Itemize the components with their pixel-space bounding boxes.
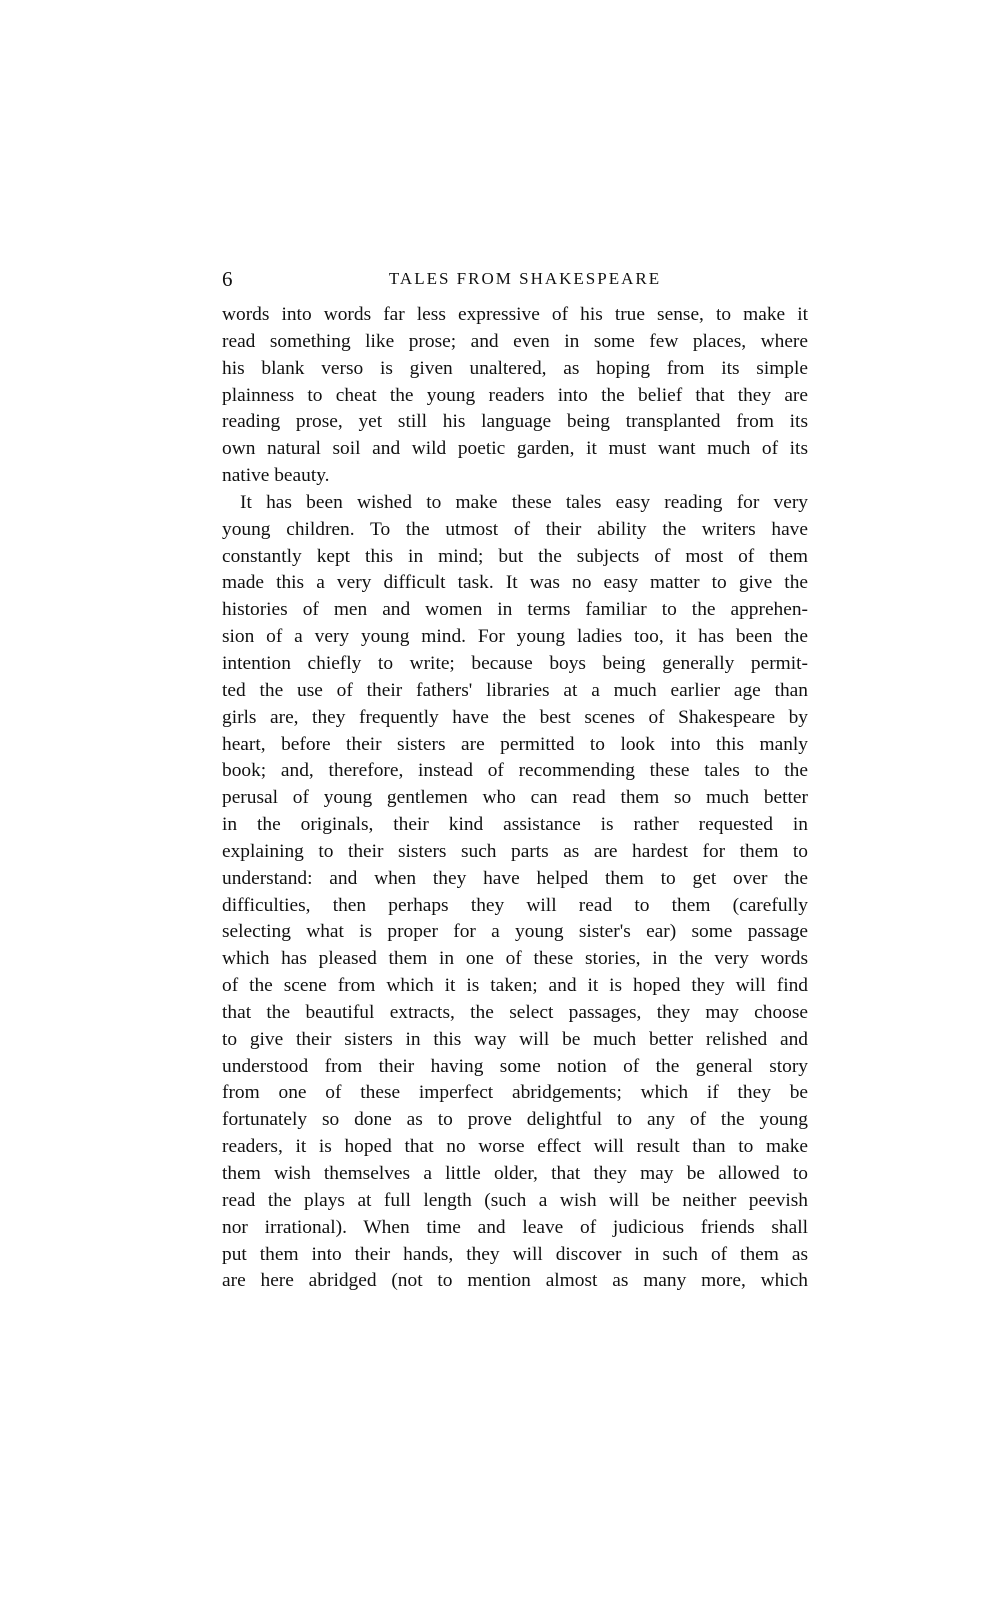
- text-line: book; and, therefore, instead of recommending these tales to the: [222, 760, 808, 782]
- text-line: constantly kept this in mind; but the subjects of most of them: [222, 545, 808, 567]
- text-line: histories of men and women in terms familiar to the apprehen-: [222, 599, 808, 621]
- text-line: words into words far less expressive of his true sense, to make it: [222, 304, 808, 325]
- text-line: understood from their having some notion of the general story: [222, 1055, 808, 1077]
- text-line: ted the use of their fathers' libraries at a much earlier age than: [222, 679, 808, 701]
- text-line: read something like prose; and even in some few places, where: [222, 330, 808, 352]
- text-line: read the plays at full length (such a wish will be neither peevish: [222, 1189, 808, 1211]
- body-text: [222, 302, 808, 1295]
- text-line: plainness to cheat the young readers into the belief that they are: [222, 384, 808, 406]
- text-line: which has pleased them in one of these stories, in the very words: [222, 948, 808, 970]
- text-line: are here abridged (not to mention almost as many more, which: [222, 1270, 808, 1292]
- page-number: 6: [222, 267, 233, 291]
- text-line: own natural soil and wild poetic garden, it must want much of its: [222, 438, 808, 460]
- text-line: in the originals, their kind assistance is rather requested in: [222, 814, 808, 836]
- text-line: from one of these imperfect abridgements; which if they be: [222, 1082, 808, 1104]
- text-line: reading prose, yet still his language being transplanted from its: [222, 411, 808, 433]
- text-line: sion of a very young mind. For young ladies too, it has been the: [222, 626, 808, 648]
- text-line: nor irrational). When time and leave of judicious friends shall: [222, 1216, 808, 1238]
- text-line: explaining to their sisters such parts as are hardest for them to: [222, 840, 808, 862]
- text-line: his blank verso is given unaltered, as hoping from its simple: [222, 357, 808, 379]
- text-line: of the scene from which it is taken; and it is hoped they will find: [222, 975, 808, 997]
- text-line: readers, it is hoped that no worse effect will result than to make: [222, 1136, 808, 1158]
- running-head: [222, 264, 808, 294]
- text-line: made this a very difficult task. It was no easy matter to give the: [222, 572, 808, 594]
- text-line: selecting what is proper for a young sister's ear) some passage: [222, 921, 808, 943]
- text-line: native beauty.: [222, 465, 330, 487]
- text-line: perusal of young gentlemen who can read them so much better: [222, 787, 808, 809]
- text-line: fortunately so done as to prove delightful to any of the young: [222, 1109, 808, 1131]
- text-line: heart, before their sisters are permitted to look into this manly: [222, 733, 808, 755]
- book-title: TALES FROM SHAKESPEARE: [388, 269, 662, 288]
- text-line: girls are, they frequently have the best scenes of Shakespeare by: [222, 706, 808, 728]
- text-line: to give their sisters in this way will be much better relished and: [222, 1028, 808, 1050]
- text-line: young children. To the utmost of their ability the writers have: [222, 518, 808, 540]
- text-line: them wish themselves a little older, that they may be allowed to: [222, 1163, 808, 1184]
- text-line: put them into their hands, they will discover in such of them as: [222, 1243, 808, 1265]
- text-line: understand: and when they have helped them to get over the: [222, 867, 808, 889]
- text-line: intention chiefly to write; because boys being generally permit-: [222, 652, 808, 674]
- text-line: difficulties, then perhaps they will read to them (carefully: [222, 894, 808, 916]
- text-line: It has been wished to make these tales easy reading for very: [240, 491, 808, 513]
- text-line: that the beautiful extracts, the select passages, they may choose: [222, 1001, 808, 1023]
